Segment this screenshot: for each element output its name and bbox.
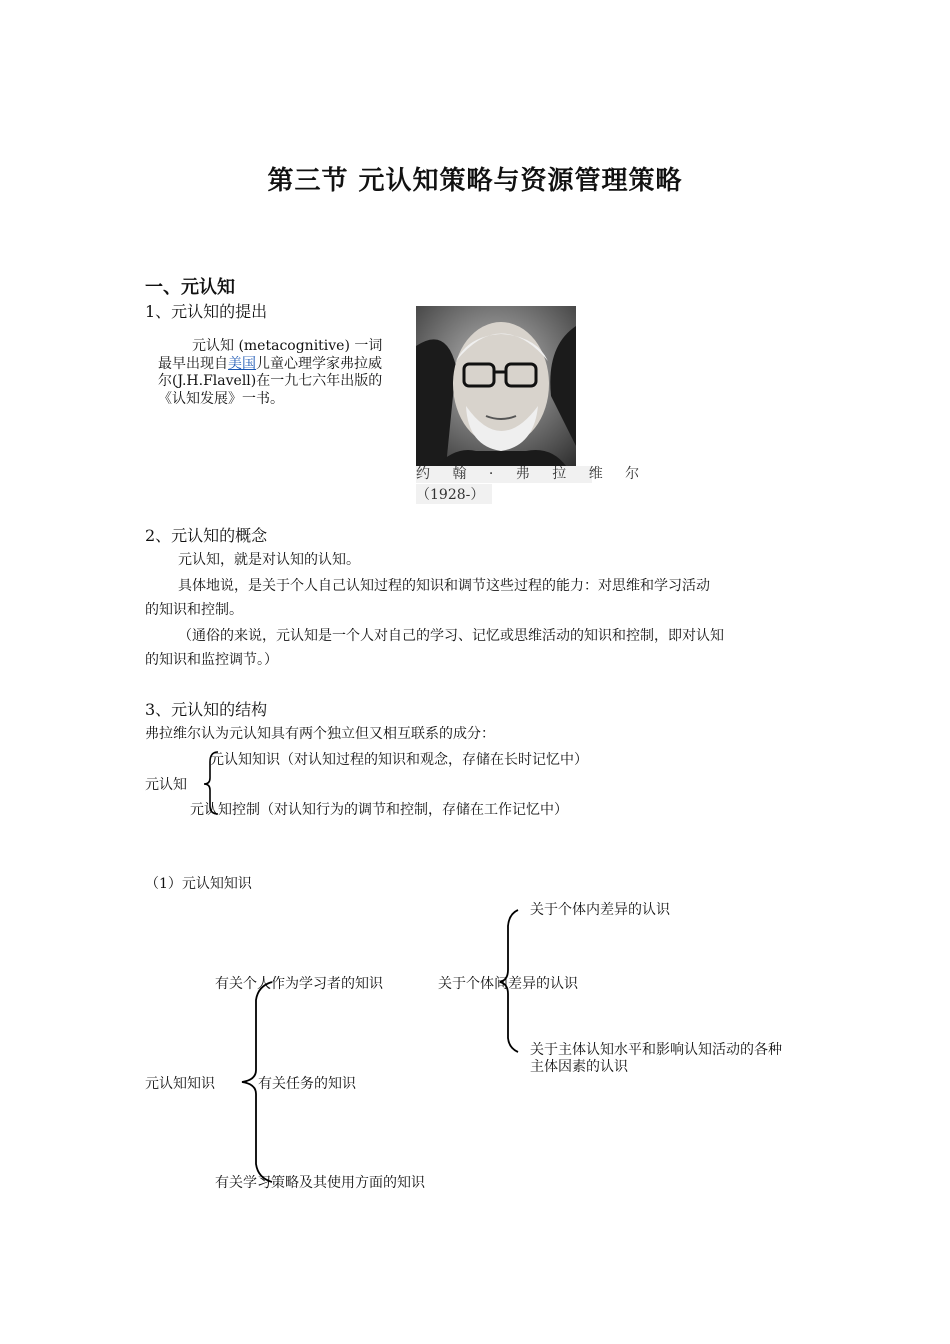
photo-caption-name: 约 翰 · 弗 拉 维 尔 xyxy=(416,466,649,482)
structure-branch-control: 元认知控制（对认知行为的调节和控制，存储在工作记忆中） xyxy=(190,802,568,818)
origin-paragraph xyxy=(158,338,394,408)
subsection-heading-structure: 3、元认知的结构 xyxy=(145,700,268,719)
diagram-sub-universal-line1: 关于主体认知水平和影响认知活动的各种 xyxy=(530,1042,782,1058)
subsection-heading-concept: 2、元认知的概念 xyxy=(145,526,268,545)
diagram-root-label: 元认知知识 xyxy=(145,1076,215,1092)
structure-branch-knowledge: 元认知知识（对认知过程的知识和观念，存储在长时记忆中） xyxy=(210,752,588,768)
usa-link[interactable]: 美国 xyxy=(228,355,256,372)
concept-paragraph-2-line2: 的知识和控制。 xyxy=(145,602,243,618)
diagram-sub-universal-line2: 主体因素的认识 xyxy=(530,1059,628,1075)
page-title: 第三节 元认知策略与资源管理策略 xyxy=(267,166,683,196)
origin-text-b: 儿童心理学家弗拉威尔(J.H.Flavell)在一九七六年出版的《认知发展》一书。 xyxy=(158,355,383,407)
diagram-branch-task: 有关任务的知识 xyxy=(258,1076,356,1092)
diagram-sub-intra-individual: 关于个体内差异的认识 xyxy=(530,902,670,918)
diagram-sub-inter-individual: 关于个体间差异的认识 xyxy=(438,976,578,992)
section-heading-metacognition: 一、元认知 xyxy=(145,277,235,298)
flavell-portrait xyxy=(416,306,576,466)
origin-text-a: 元认知 (metacognitive) 一词最早出现自 xyxy=(158,338,383,372)
concept-paragraph-3-line1: （通俗的来说，元认知是一个人对自己的学习、记忆或思维活动的知识和控制，即对认知 xyxy=(178,628,724,644)
concept-paragraph-3-line2: 的知识和监控调节。） xyxy=(145,652,278,668)
subsection-heading-origin: 1、元认知的提出 xyxy=(145,302,268,321)
diagram-heading: （1）元认知知识 xyxy=(145,876,252,892)
structure-paragraph: 弗拉维尔认为元认知具有两个独立但又相互联系的成分： xyxy=(145,726,495,742)
diagram-branch-person: 有关个人作为学习者的知识 xyxy=(215,976,383,992)
diagram-branch-strategy: 有关学习策略及其使用方面的知识 xyxy=(215,1175,425,1191)
concept-paragraph-1: 元认知，就是对认知的认知。 xyxy=(178,552,360,568)
photo-caption-years: （1928-） xyxy=(416,484,492,504)
structure-root-label: 元认知 xyxy=(145,777,187,793)
concept-paragraph-2-line1: 具体地说，是关于个人自己认知过程的知识和调节这些过程的能力：对思维和学习活动 xyxy=(178,578,710,594)
